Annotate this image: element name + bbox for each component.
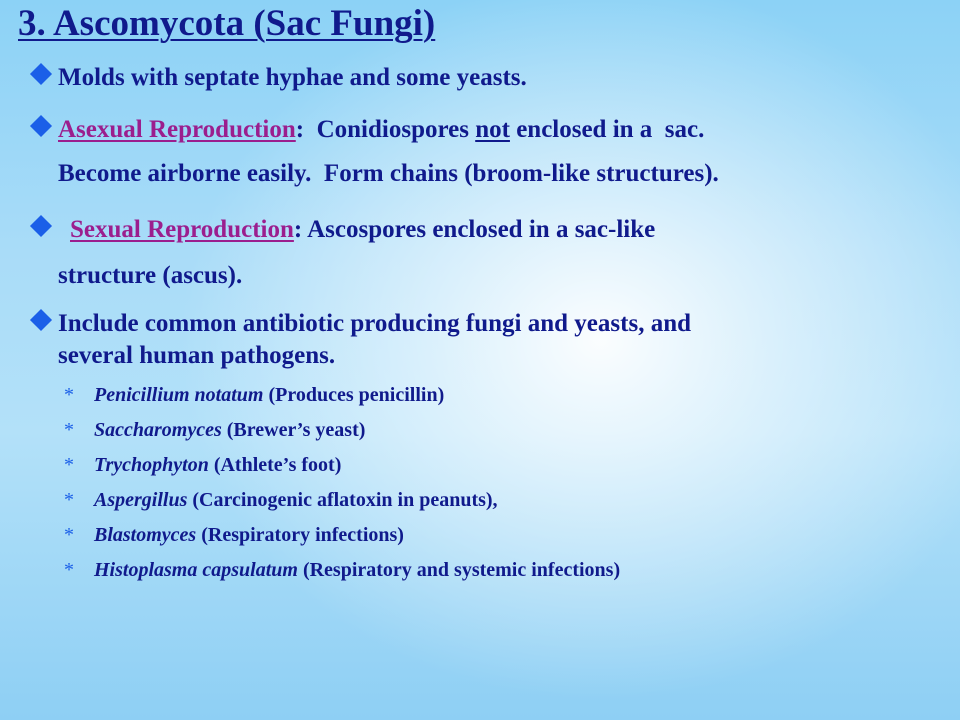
bullet-asexual-text-b: enclosed in a sac. <box>509 116 705 143</box>
organism-name: Saccharomyces <box>94 419 222 441</box>
organism-name: Penicillium notatum <box>94 384 264 406</box>
asterisk-bullet-icon: * <box>64 524 74 546</box>
list-item-example <box>64 451 341 479</box>
organism-description: (Respiratory infections) <box>196 524 404 546</box>
bullet-asexual-text-a: Conidiospores <box>304 116 476 143</box>
asterisk-bullet-icon: * <box>64 419 74 441</box>
bullet-antibiotics-line-1: Include common antibiotic producing fungi and yeasts, and <box>58 310 691 337</box>
underlined-not: not <box>475 116 510 143</box>
list-item-example <box>64 416 365 444</box>
bullet-asexual-reproduction <box>0 110 940 194</box>
bullet-asexual-line-2: Become airborne easily. Form chains (broom-like structures). <box>58 160 719 187</box>
asterisk-bullet-icon: * <box>64 454 74 476</box>
diamond-bullet-icon <box>30 63 52 85</box>
list-item-example <box>64 381 444 409</box>
organism-description: (Carcinogenic aflatoxin in peanuts), <box>187 489 498 511</box>
colon: : <box>295 116 305 143</box>
bullet-sexual-text: : Ascospores enclosed in a sac-like <box>293 216 656 243</box>
list-item-example <box>64 521 404 549</box>
bullet-sexual-reproduction <box>0 210 940 294</box>
bullet-molds-text: Molds with septate hyphae and some yeasts. <box>58 64 527 91</box>
diamond-bullet-icon <box>30 115 52 137</box>
asterisk-bullet-icon: * <box>64 559 74 581</box>
diamond-bullet-icon <box>30 309 52 331</box>
organism-description: (Respiratory and systemic infections) <box>297 559 621 581</box>
bullet-antibiotics <box>0 304 940 376</box>
list-item-example <box>64 486 498 514</box>
bullet-sexual-line-1 <box>58 212 655 248</box>
asterisk-bullet-icon: * <box>64 489 74 511</box>
organism-name: Aspergillus <box>94 489 188 511</box>
slide-title: 3. Ascomycota (Sac Fungi) <box>18 3 436 44</box>
asterisk-bullet-icon: * <box>64 384 74 406</box>
diamond-bullet-icon <box>30 215 52 237</box>
organism-description: (Brewer’s yeast) <box>221 419 366 441</box>
organism-name: Histoplasma capsulatum <box>94 559 298 581</box>
bullet-asexual-line-1 <box>58 112 704 148</box>
sexual-reproduction-link[interactable]: Sexual Reproduction <box>70 216 294 243</box>
bullet-antibiotics-line-2: several human pathogens. <box>58 342 336 369</box>
asexual-reproduction-link[interactable]: Asexual Reproduction <box>58 116 296 143</box>
organism-name: Trychophyton <box>94 454 209 476</box>
organism-description: (Produces penicillin) <box>263 384 445 406</box>
list-item-example <box>64 556 620 584</box>
organism-description: (Athlete’s foot) <box>208 454 342 476</box>
organism-name: Blastomyces <box>94 524 197 546</box>
bullet-sexual-line-2: structure (ascus). <box>58 262 243 289</box>
bullet-molds <box>0 58 940 98</box>
